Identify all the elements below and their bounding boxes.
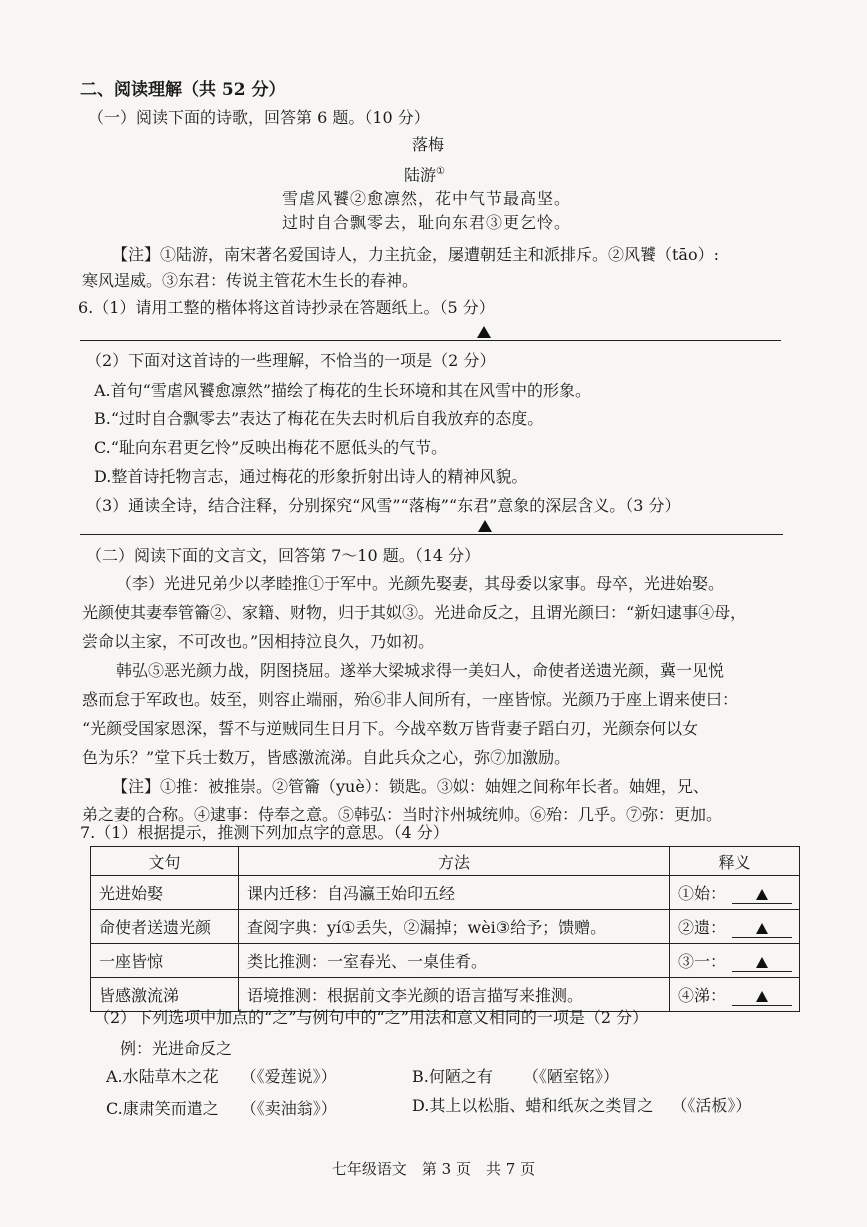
table-header-row	[91, 847, 800, 876]
option-source: （《爱莲说》）	[240, 1067, 337, 1086]
table-row	[91, 876, 800, 910]
part2-intro: （二）阅读下面的文言文，回答第 7～10 题。（14 分）	[86, 546, 481, 565]
option-7-2-d	[412, 1095, 751, 1117]
option-text: A.水陆草木之花	[106, 1067, 219, 1086]
poem-line-2: 过时自合飘零去，耻向东君③更乞怜。	[282, 213, 572, 232]
answer-triangle-icon	[756, 957, 768, 968]
poem-author-name: 陆游	[404, 165, 437, 185]
question-7-2: （2）下列选项中加点的“之”与例句中的“之”用法和意义相同的一项是（2 分）	[94, 1008, 649, 1027]
option-6-2-c: C.“耻向东君更乞怜”反映出梅花不愿低头的气节。	[94, 438, 448, 457]
option-6-2-a: A.首句“雪虐风饕愈凛然”描绘了梅花的生长环境和其在风雪中的形象。	[94, 381, 592, 400]
poem-title: 落梅	[412, 135, 445, 154]
poem-author	[404, 161, 445, 186]
table-cell-meaning	[670, 978, 800, 1012]
table-header: 释义	[670, 847, 800, 876]
answer-triangle-icon	[756, 923, 768, 934]
table-cell-sentence: 光进始娶	[91, 876, 239, 910]
question-6-1: 6.（1）请用工整的楷体将这首诗抄录在答题纸上。（5 分）	[78, 298, 495, 317]
option-text: B.何陋之有	[412, 1067, 493, 1086]
answer-triangle-icon	[478, 520, 492, 532]
poem-author-note: ①	[436, 166, 445, 177]
table-row	[91, 944, 800, 978]
table-header: 文句	[91, 847, 239, 876]
table-header: 方法	[239, 847, 670, 876]
question-6-2: （2）下面对这首诗的一些理解，不恰当的一项是（2 分）	[86, 351, 496, 370]
option-7-2-b	[412, 1066, 619, 1088]
answer-line	[80, 340, 781, 341]
passage-note-line-1: 【注】①推：被推崇。②管籥（yuè）：锁匙。③姒：妯娌之间称年长者。妯娌，兄、	[112, 777, 709, 796]
answer-triangle-icon	[477, 326, 491, 338]
passage-p2-line-4: 色为乐？”堂下兵士数万，皆感激流涕。自此兵众之心，弥⑦加激励。	[82, 748, 571, 767]
meaning-label: ③一：	[678, 952, 727, 971]
meaning-label: ④涕：	[678, 986, 727, 1005]
passage-p2-line-3: “光颜受国家恩深，誓不与逆贼同生日月下。今战卒数万皆背妻子蹈白刃，光颜奈何以女	[82, 719, 699, 738]
table-cell-sentence: 皆感激流涕	[91, 978, 239, 1012]
table-cell-sentence: 命使者送遗光颜	[91, 910, 239, 944]
example-sentence: 例：光进命反之	[120, 1039, 233, 1058]
passage-p1-line-3: 尝命以主家，不可改也。”因相持泣良久，乃如初。	[82, 632, 435, 651]
answer-blank[interactable]	[732, 887, 792, 904]
option-source: （《卖油翁》）	[240, 1099, 337, 1118]
option-text: D.其上以松脂、蜡和纸灰之类冒之	[412, 1096, 654, 1115]
option-6-2-b: B.“过时自合飘零去”表达了梅花在失去时机后自我放弃的态度。	[94, 409, 544, 428]
page-footer: 七年级语文 第 3 页 共 7 页	[331, 1160, 536, 1178]
option-7-2-a	[106, 1066, 337, 1088]
part1-intro: （一）阅读下面的诗歌，回答第 6 题。（10 分）	[88, 108, 430, 127]
meaning-label: ①始：	[678, 884, 727, 903]
passage-p1-line-2: 光颜使其妻奉管籥②、家籍、财物，归于其姒③。光进命反之，且谓光颜曰：“新妇逮事④母，	[82, 603, 747, 622]
option-source: （《活板》）	[671, 1096, 752, 1115]
table-cell-meaning	[670, 876, 800, 910]
table-cell-method: 查阅字典：yí①丢失，②漏掉；wèi③给予；馈赠。	[239, 910, 670, 944]
table-cell-meaning	[670, 910, 800, 944]
section-title: 二、阅读理解（共 52 分）	[80, 80, 286, 100]
option-source: （《陋室铭》）	[522, 1067, 619, 1086]
answer-blank[interactable]	[732, 955, 792, 972]
option-6-2-d: D.整首诗托物言志，通过梅花的形象折射出诗人的精神风貌。	[94, 467, 528, 486]
answer-triangle-icon	[756, 889, 768, 900]
poem-line-1: 雪虐风饕②愈凛然，花中气节最高坚。	[282, 189, 572, 208]
passage-p2-line-1: 韩弘⑤恶光颜力战，阴图挠屈。遂举大梁城求得一美妇人，命使者送遗光颜，冀一见悦	[116, 661, 725, 680]
passage-p2-line-2: 惑而怠于军政也。妓至，则容止端丽，殆⑥非人间所有，一座皆惊。光颜乃于座上谓来使曰：	[82, 690, 739, 709]
inference-table	[90, 846, 800, 1012]
answer-blank[interactable]	[732, 989, 792, 1006]
passage-p1-line-1: （李）光进兄弟少以孝睦推①于军中。光颜先娶妻，其母委以家事。母卒，光进始娶。	[116, 574, 725, 593]
table-cell-sentence: 一座皆惊	[91, 944, 239, 978]
answer-triangle-icon	[756, 991, 768, 1002]
answer-line	[80, 534, 783, 535]
question-7-1: 7.（1）根据提示，推测下列加点字的意思。（4 分）	[80, 823, 449, 842]
answer-blank[interactable]	[732, 921, 792, 938]
table-cell-meaning	[670, 944, 800, 978]
option-7-2-c	[106, 1098, 337, 1120]
passage-note-line-2: 弟之妻的合称。④逮事：侍奉之意。⑤韩弘：当时汴州城统帅。⑥殆：几乎。⑦弥：更加。	[82, 805, 723, 824]
table-cell-method: 课内迁移：自冯瀛王始印五经	[239, 876, 670, 910]
poem-note-line-2: 寒风逞威。③东君：传说主管花木生长的春神。	[82, 271, 419, 290]
question-6-3: （3）通读全诗，结合注释，分别探究“风雪”“落梅”“东君”意象的深层含义。（3 分）	[86, 496, 681, 515]
table-cell-method: 类比推测：一室春光、一桌佳肴。	[239, 944, 670, 978]
poem-note-line-1: 【注】①陆游，南宋著名爱国诗人，力主抗金，屡遭朝廷主和派排斥。②风饕（tāo）:	[112, 245, 719, 264]
option-text: C.康肃笑而遣之	[106, 1099, 219, 1118]
table-cell-method: 语境推测：根据前文李光颜的语言描写来推测。	[239, 978, 670, 1012]
table-row	[91, 910, 800, 944]
meaning-label: ②遗：	[678, 918, 727, 937]
